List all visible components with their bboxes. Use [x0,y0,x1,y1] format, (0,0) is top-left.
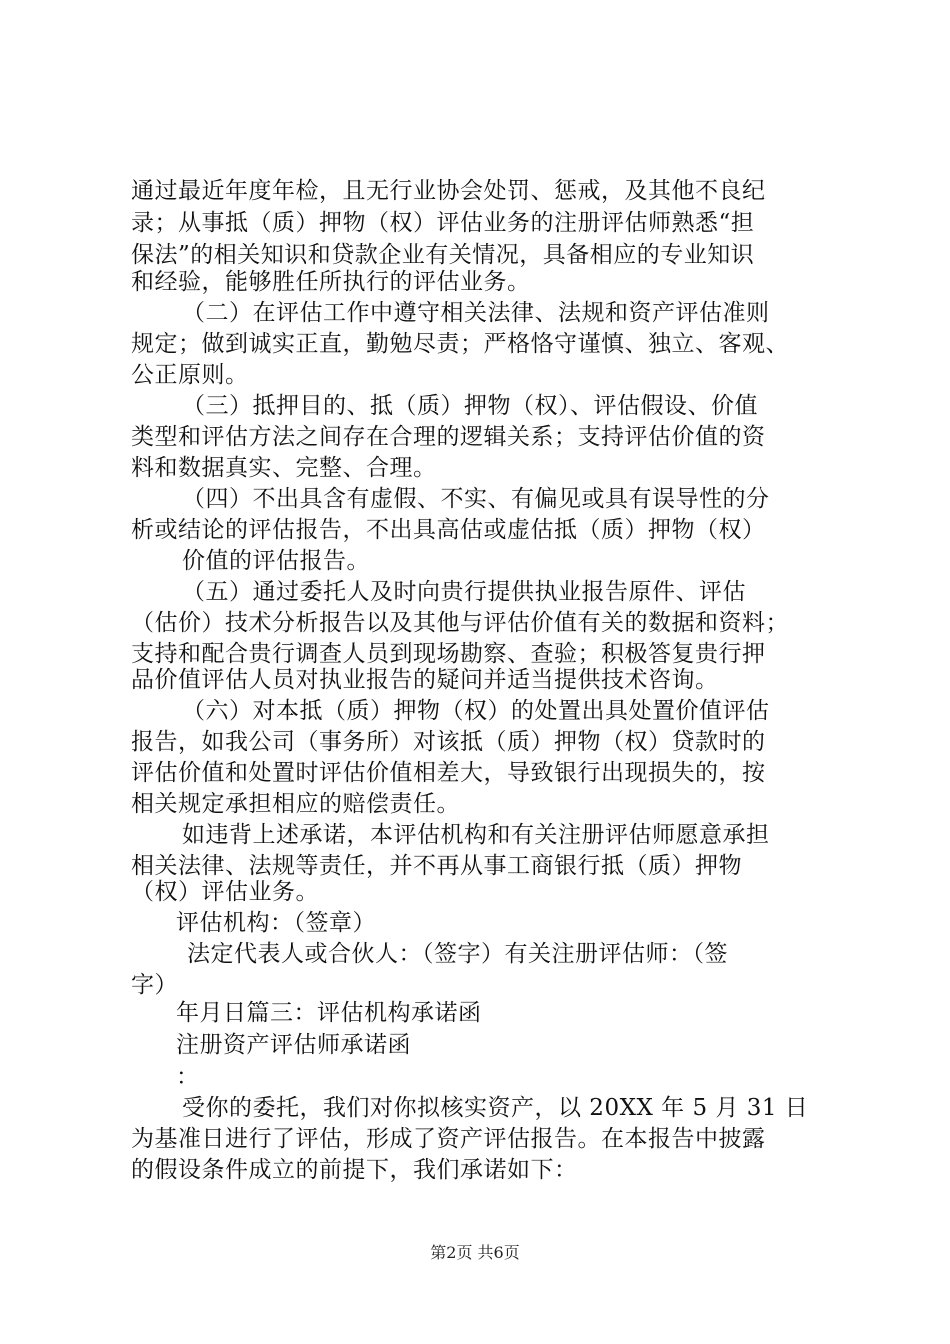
text-line: 注册资产评估师承诺函 [176,1032,411,1058]
text-line: 料和数据真实、完整、合理。 [131,455,437,481]
text-line: （五）通过委托人及时向贵行提供执业报告原件、评估 [182,579,746,605]
text-line: 类型和评估方法之间存在合理的逻辑关系；支持评估价值的资 [131,424,766,450]
text-line: 的假设条件成立的前提下，我们承诺如下： [131,1157,578,1183]
text-line: 年月日篇三：评估机构承诺函 [176,1000,482,1026]
text-line: 析或结论的评估报告，不出具高估或虚估抵（质）押物（权） [131,517,766,543]
text-line: 公正原则。 [131,362,249,388]
text-line: 相关法律、法规等责任，并不再从事工商银行抵（质）押物 [131,853,742,879]
text-line: 法定代表人或合伙人：（签字）有关注册评估师：（签 [187,941,728,967]
text-line: 相关规定承担相应的赔偿责任。 [131,791,460,817]
text-line: 如违背上述承诺，本评估机构和有关注册评估师愿意承担 [182,822,770,848]
text-line: 评估价值和处置时评估价值相差大，导致银行出现损失的，按 [131,760,766,786]
text-line: （权）评估业务。 [131,879,319,905]
text-line: ： [176,1064,200,1090]
text-line: （估价）技术分析报告以及其他与评估价值有关的数据和资料； [131,610,789,636]
page-number: 第2页 共6页 [430,1243,520,1262]
text-line: 报告，如我公司（事务所）对该抵（质）押物（权）贷款时的 [131,729,766,755]
text-line: 通过最近年度年检，且无行业协会处罚、惩戒，及其他不良纪 [131,178,766,204]
text-line: 支持和配合贵行调查人员到现场勘察、查验；积极答复贵行押 [131,641,766,667]
text-line: 品价值评估人员对执业报告的疑问并适当提供技术咨询。 [131,667,719,693]
text-line: 为基准日进行了评估，形成了资产评估报告。在本报告中披露 [131,1126,766,1152]
text-line: （六）对本抵（质）押物（权）的处置出具处置价值评估 [182,698,770,724]
text-line: 和经验，能够胜任所执行的评估业务。 [131,269,531,295]
text-line: 录；从事抵（质）押物（权）评估业务的注册评估师熟悉“担 [131,210,755,236]
text-line: 价值的评估报告。 [182,548,370,574]
text-line: 受你的委托，我们对你拟核实资产，以 20XX 年 5 月 31 日 [182,1095,809,1121]
text-line: 字） [131,972,178,998]
text-line: （二）在评估工作中遵守相关法律、法规和资产评估准则 [182,300,770,326]
text-line: 保法”的相关知识和贷款企业有关情况，具备相应的专业知识 [131,242,755,268]
text-line: 规定；做到诚实正直，勤勉尽责；严格恪守谨慎、独立、客观、 [131,331,789,357]
text-line: （四）不出具含有虚假、不实、有偏见或具有误导性的分 [182,486,770,512]
text-line: 评估机构：（签章） [176,910,376,936]
text-line: （三）抵押目的、抵（质）押物（权）、评估假设、价值 [182,393,758,419]
